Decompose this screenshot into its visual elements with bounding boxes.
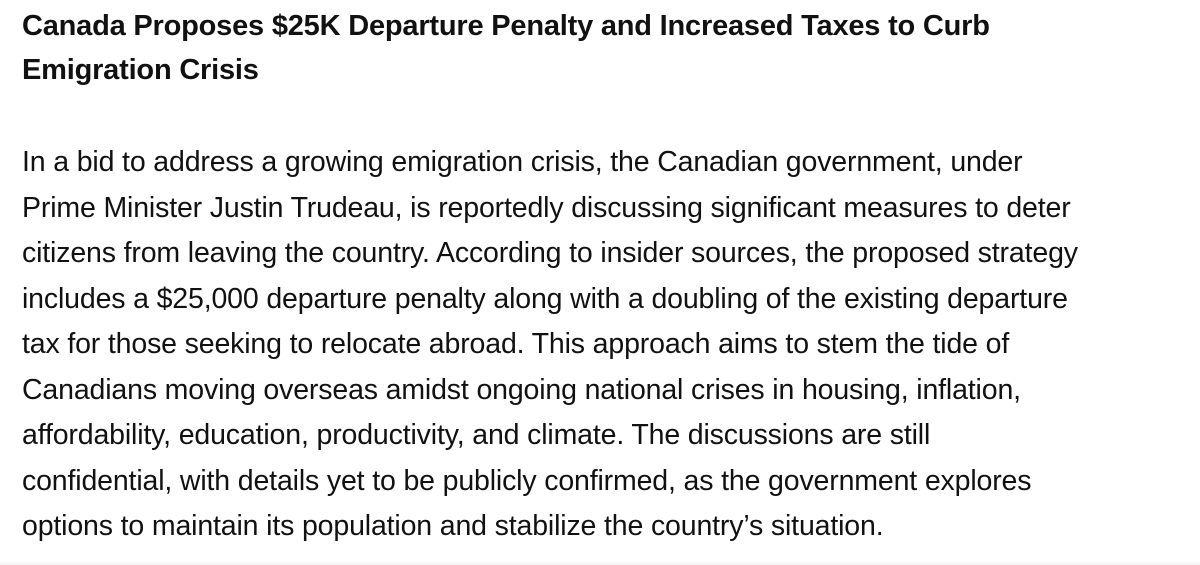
body-line-7: affordability, education, productivity, and climate. The discussions are still: [22, 419, 931, 451]
body-line-2: Prime Minister Justin Trudeau, is reportedly discussing significant measures to deter: [22, 191, 1071, 224]
body-line-8: confidential, with details yet to be publicly confirmed, as the government explores: [22, 464, 1032, 497]
body-line-5: tax for those seeking to relocate abroad. This approach aims to stem the tide of: [22, 328, 1010, 360]
body-line-3: citizens from leaving the country. According to insider sources, the proposed strategy: [22, 237, 1078, 269]
body-line-9: options to maintain its population and stabilize the country’s situation.: [22, 510, 884, 542]
headline-line-2: Emigration Crisis: [22, 54, 259, 86]
body-line-6: Canadians moving overseas amidst ongoing national crises in housing, inflation,: [22, 373, 1021, 406]
body-line-1: In a bid to address a growing emigration crisis, the Canadian government, under: [22, 146, 1023, 178]
article-body: [22, 140, 1182, 550]
bottom-edge: [0, 561, 1200, 565]
body-line-4: includes a $25,000 departure penalty along with a doubling of the existing departure: [22, 282, 1068, 315]
headline-line-1: Canada Proposes $25K Departure Penalty and Increased Taxes to Curb: [22, 10, 990, 42]
article-headline: [22, 4, 1172, 92]
